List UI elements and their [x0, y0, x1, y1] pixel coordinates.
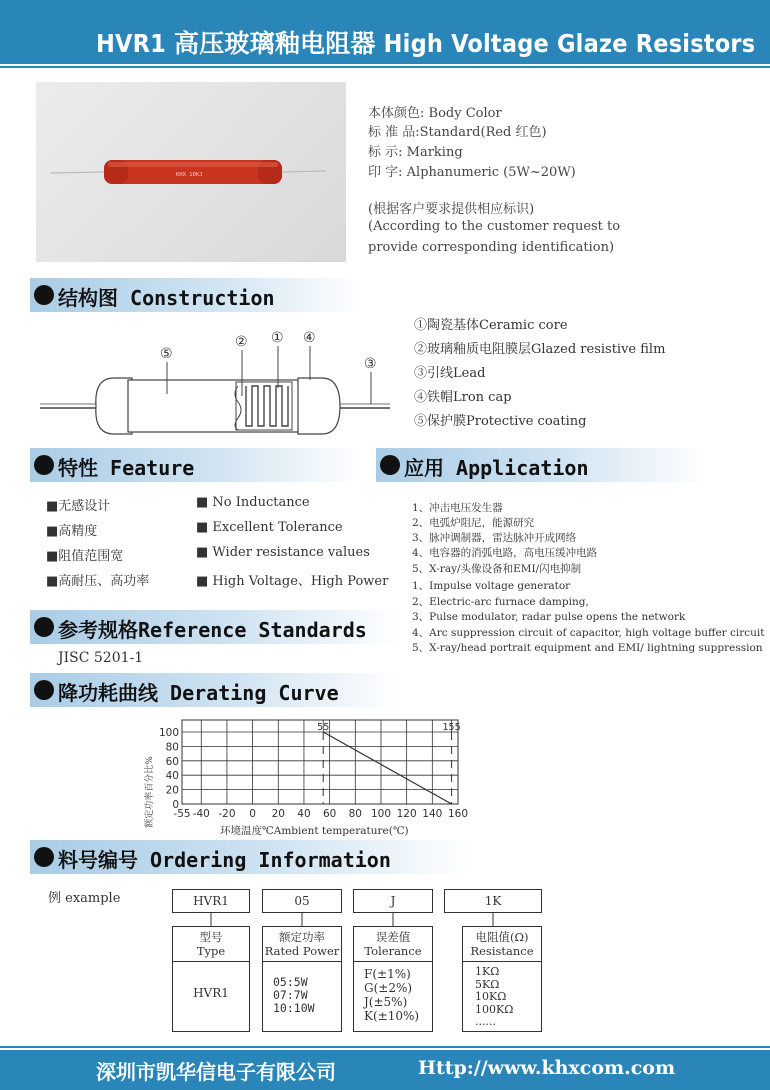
- y-tick-label: 80: [165, 741, 179, 754]
- application-en-5: 5、X-ray/head portrait equipment and EMI/ lightning suppression: [412, 642, 763, 654]
- construction-item-2: ②玻璃釉质电阻膜层Glazed resistive film: [414, 342, 666, 357]
- note-en-1: (According to the customer request to: [368, 219, 621, 234]
- ordering-col-resistance: 电阻值(Ω) Resistance 1KΩ 5KΩ 10KΩ 100KΩ ......: [462, 926, 542, 1032]
- x-tick-label: 140: [422, 808, 443, 820]
- derating-chart: [136, 712, 482, 838]
- x-axis-label: 环境温度℃Ambient temperature(℃): [220, 825, 409, 837]
- application-cn-2: 2、电弧炉阻尼，能源研究: [412, 517, 535, 529]
- x-tick-label: 120: [396, 808, 417, 820]
- spec-alphanumeric: 印 字: Alphanumeric (5W~20W): [368, 165, 576, 180]
- note-en-2: provide corresponding identification): [368, 240, 615, 255]
- feature-en-1: ■ No Inductance: [196, 495, 310, 510]
- y-tick-label: 20: [165, 784, 179, 797]
- y-tick-label: 40: [165, 770, 179, 783]
- application-section-bar: [376, 448, 706, 482]
- y-tick-label: 60: [165, 755, 179, 768]
- reference-heading: 参考规格Reference Standards: [58, 618, 367, 642]
- y-tick-labels: [159, 727, 179, 811]
- feature-cn-1: ■无感设计: [46, 499, 111, 514]
- header-divider: [0, 66, 770, 68]
- bullet-icon: [34, 617, 54, 637]
- code-resistance: 1K: [444, 889, 542, 913]
- application-cn-3: 3、脉冲调制器，雷达脉冲开成网络: [412, 532, 577, 544]
- application-heading: 应用 Application: [404, 456, 589, 480]
- construction-item-4: ④铁帽Lron cap: [414, 390, 512, 405]
- y-axis-label: 额定功率百分比%: [145, 756, 155, 828]
- construction-heading: 结构图 Construction: [58, 286, 275, 310]
- y-tick-label: 100: [158, 727, 179, 739]
- callout-5: ⑤: [160, 346, 173, 362]
- resistor-marking: KHX 10KJ: [176, 172, 203, 178]
- bullet-icon: [34, 285, 54, 305]
- callout-4: ④: [303, 330, 316, 346]
- bullet-icon: [380, 455, 400, 475]
- ordering-heading: 料号编号 Ordering Information: [58, 848, 391, 872]
- annotation-label: 155: [442, 722, 461, 733]
- bullet-icon: [34, 455, 54, 475]
- application-cn-5: 5、X-ray/头像设备和EMI/闪电抑制: [412, 563, 582, 575]
- feature-en-3: ■ Wider resistance values: [196, 545, 370, 560]
- product-photo: [36, 82, 346, 262]
- construction-diagram: [36, 322, 396, 444]
- construction-item-1: ①陶瓷基体Ceramic core: [414, 318, 568, 333]
- callout-2: ②: [235, 334, 248, 350]
- x-tick-label: -40: [192, 808, 210, 820]
- x-tick-label: 40: [297, 808, 311, 820]
- x-tick-label: 160: [447, 808, 469, 820]
- reference-section-bar: [30, 610, 400, 644]
- derating-heading: 降功耗曲线 Derating Curve: [58, 681, 339, 705]
- ordering-example-label: 例 example: [48, 891, 121, 906]
- feature-cn-4: ■高耐压、高功率: [46, 574, 150, 589]
- spec-standard: 标 准 品:Standard(Red 红色): [368, 125, 547, 140]
- y-tick-label: 0: [172, 799, 179, 811]
- spec-body-color: 本体颜色: Body Color: [368, 106, 502, 121]
- x-tick-label: 60: [322, 808, 337, 820]
- feature-heading: 特性 Feature: [58, 456, 195, 480]
- ordering-col-tolerance: 误差值 Tolerance F(±1%) G(±2%) J(±5%) K(±10%): [353, 926, 433, 1032]
- x-tick-labels: [173, 808, 468, 820]
- application-en-2: 2、Electric-arc furnace damping,: [412, 596, 589, 608]
- ordering-section-bar: [30, 840, 470, 874]
- x-tick-label: 100: [370, 808, 392, 820]
- x-tick-label: 0: [249, 808, 256, 820]
- x-tick-label: -20: [218, 808, 236, 820]
- x-tick-label: 20: [271, 808, 285, 820]
- application-en-1: 1、Impulse voltage generator: [412, 580, 571, 592]
- code-power: 05: [262, 889, 342, 913]
- footer-divider: [0, 1046, 770, 1048]
- feature-en-4: ■ High Voltage、High Power: [196, 574, 389, 589]
- resistor-illustration: [36, 82, 346, 262]
- x-tick-label: -55: [173, 808, 191, 820]
- company-name: 深圳市凯华信电子有限公司: [96, 1060, 336, 1084]
- annotation-label: 55: [317, 722, 330, 733]
- feature-section-bar: [30, 448, 360, 482]
- construction-section-bar: [30, 278, 360, 312]
- spec-marking: 标 示: Marking: [368, 145, 463, 160]
- callout-3: ③: [364, 356, 377, 372]
- derating-section-bar: [30, 673, 400, 707]
- application-cn-1: 1、冲击电压发生器: [412, 502, 503, 514]
- bullet-icon: [34, 680, 54, 700]
- callout-1: ①: [271, 330, 284, 346]
- ordering-col-power: 额定功率 Rated Power 05:5W 07:7W 10:10W: [262, 926, 342, 1032]
- ordering-col-type: 型号 Type HVR1: [172, 926, 250, 1032]
- code-tolerance: J: [353, 889, 433, 913]
- bullet-icon: [34, 847, 54, 867]
- reference-standard: JISC 5201-1: [58, 650, 144, 666]
- construction-item-3: ③引线Lead: [414, 366, 486, 381]
- company-url[interactable]: Http://www.khxcom.com: [418, 1057, 676, 1079]
- feature-cn-2: ■高精度: [46, 524, 98, 539]
- note-cn: (根据客户要求提供相应标识): [368, 202, 535, 217]
- application-en-4: 4、Arc suppression circuit of capacitor, high voltage buffer circuit: [412, 627, 765, 639]
- application-cn-4: 4、电容器的消弧电路，高电压缓冲电路: [412, 547, 598, 559]
- application-en-3: 3、Pulse modulator, radar pulse opens the network: [412, 611, 686, 623]
- construction-item-5: ⑤保护膜Protective coating: [414, 414, 587, 429]
- code-type: HVR1: [172, 889, 250, 913]
- feature-cn-3: ■阻值范围宽: [46, 549, 124, 564]
- page-title: HVR1 高压玻璃釉电阻器 High Voltage Glaze Resistors: [96, 29, 756, 58]
- x-tick-label: 80: [348, 808, 362, 820]
- feature-en-2: ■ Excellent Tolerance: [196, 520, 343, 535]
